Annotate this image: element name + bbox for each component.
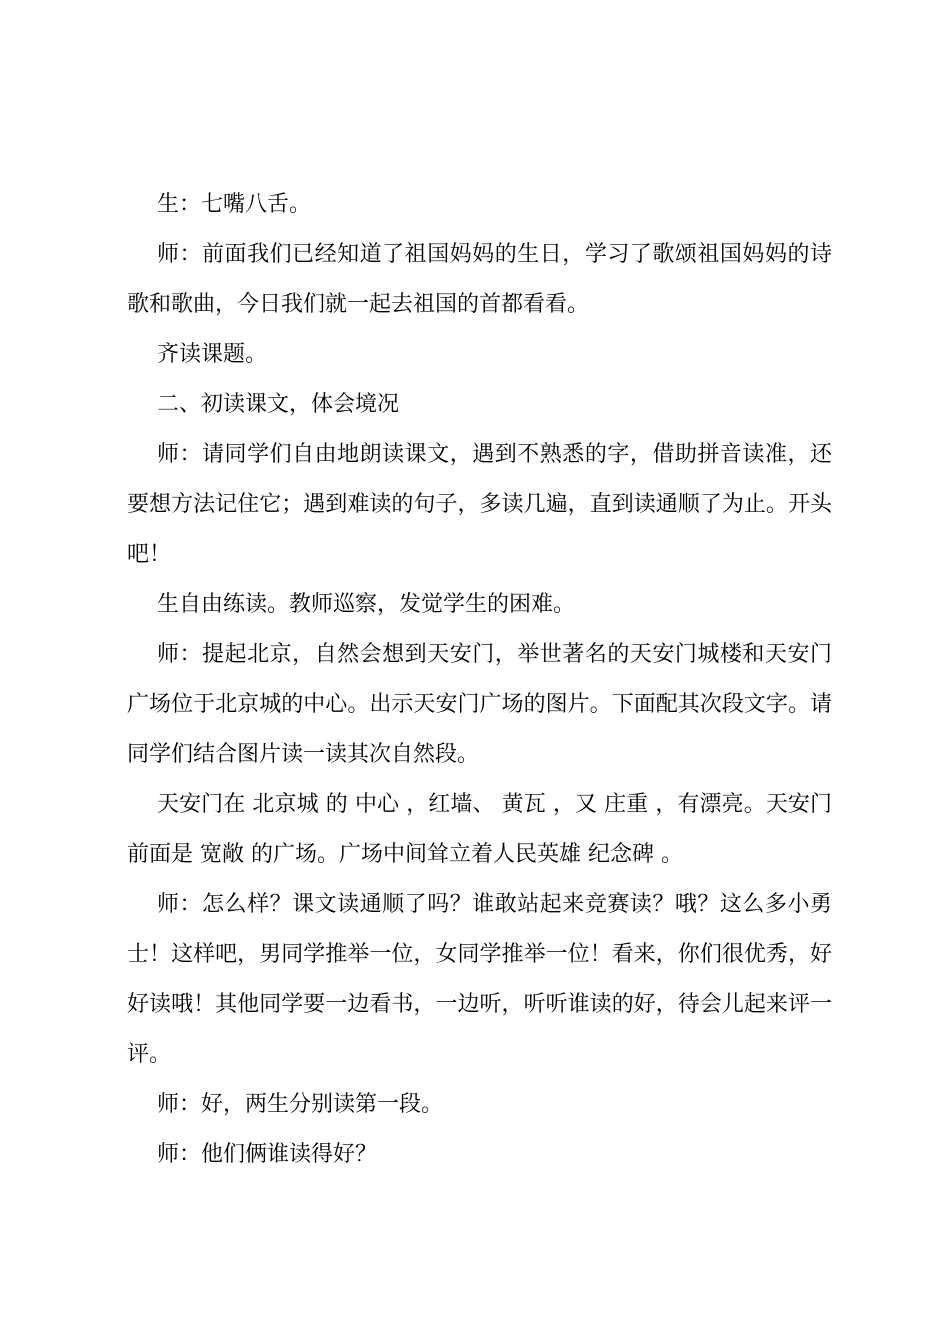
- paragraph-teacher-intro: 师：前面我们已经知道了祖国妈妈的生日，学习了歌颂祖国妈妈的诗歌和歌曲，今日我们就一起去祖国的首都看看。: [127, 242, 832, 317]
- section-heading-first-reading: 二、初读课文，体会境况: [157, 392, 400, 417]
- paragraph-student-chatter: 生：七嘴八舌。: [157, 192, 312, 217]
- paragraph-teacher-competition: 师：怎么样？课文读通顺了吗？谁敢站起来竞赛读？哦？这么多小勇士！这样吧，男同学推举一位，女同学推举一位！看来，你们很优秀，好好读哦！其他同学要一边看书，一边听，听听谁读的好，待会儿起来评一评。: [127, 892, 832, 1067]
- paragraph-two-students-read: 师：好，两生分别读第一段。: [157, 1092, 444, 1117]
- paragraph-student-practice: 生自由练读。教师巡察，发觉学生的困难。: [157, 592, 576, 617]
- paragraph-teacher-tiananmen: 师：提起北京，自然会想到天安门，举世著名的天安门城楼和天安门广场位于北京城的中心。出示天安门广场的图片。下面配其次段文字。请同学们结合图片读一读其次自然段。: [127, 642, 832, 767]
- paragraph-read-title: 齐读课题。: [157, 342, 268, 367]
- paragraph-teacher-question: 师：他们俩谁读得好？: [157, 1142, 378, 1167]
- document-body: [127, 180, 832, 1180]
- paragraph-teacher-instructions: 师：请同学们自由地朗读课文，遇到不熟悉的字，借助拼音读准，还要想方法记住它；遇到难读的句子，多读几遍，直到读通顺了为止。开头吧！: [127, 442, 832, 567]
- paragraph-text-excerpt: 天安门在 北京城 的 中心 ，红墙、 黄瓦 ，又 庄重 ，有漂亮。天安门前面是 宽敞 的广场。广场中间耸立着人民英雄 纪念碑 。: [127, 792, 832, 867]
